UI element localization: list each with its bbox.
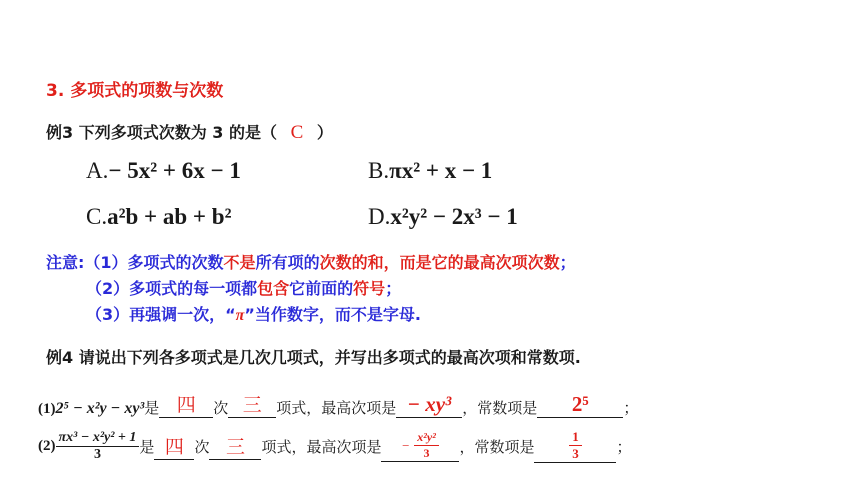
q2-highest-sign: −: [402, 438, 410, 453]
q2-constant-numerator: 1: [569, 429, 582, 446]
note-3-pi: π: [235, 307, 245, 324]
q2-constant-answer: [534, 429, 616, 463]
note-line-1: [46, 250, 576, 273]
q1-ci: 次: [213, 399, 229, 417]
q2-fraction: [56, 430, 140, 463]
note-3-a: （3）再强调一次，: [86, 305, 226, 324]
note-2-a: （2）多项式的每一项都: [86, 279, 258, 298]
q1-constant-answer: 2⁵: [537, 392, 623, 418]
example-4-prompt: 例4 请说出下列各多项式是几次几项式，并写出多项式的最高次项和常数项.: [46, 348, 581, 367]
question-2: [38, 418, 632, 474]
q2-ci: 次: [194, 437, 210, 456]
option-d-label: D.: [368, 204, 391, 229]
note-line-2: [86, 276, 401, 299]
note-3-quote-close: ”: [244, 305, 255, 324]
option-d: [368, 204, 518, 230]
option-b: [368, 158, 492, 184]
note-2-red-b: 符号: [353, 279, 386, 298]
q2-constant-denominator: 3: [572, 446, 579, 461]
option-a-expression: − 5x² + 6x − 1: [108, 158, 241, 183]
q2-number: (2): [38, 437, 56, 454]
note-2-b: 它前面的: [289, 279, 354, 298]
option-c-expression: a²b + ab + b²: [107, 204, 232, 229]
q1-const: ，常数项是: [462, 399, 538, 417]
note-1-red-a: 不是: [223, 253, 256, 272]
note-line-3: [86, 302, 421, 325]
option-d-expression: x²y² − 2x³ − 1: [390, 204, 518, 229]
note-1-mid: 所有项的: [255, 253, 320, 272]
section-title: 3. 多项式的项数与次数: [46, 81, 224, 101]
q1-xiang: 项式，最高次项是: [276, 399, 397, 417]
note-3-quote-open: “: [225, 305, 236, 324]
q1-expression: 2⁵ − x²y − xy³: [55, 400, 145, 417]
q1-end: ；: [623, 399, 639, 417]
note-1-red-b: 次数的和，而是它的最高次项次数: [319, 253, 560, 272]
q1-terms-answer: 三: [228, 390, 276, 418]
q1-degree-answer: 四: [159, 390, 213, 418]
example-3-question: 例3 下列多项式次数为 3 的是（: [46, 123, 277, 142]
note-1-head: 注意:（1）多项式的次数: [46, 253, 224, 272]
option-c-label: C.: [86, 204, 108, 229]
option-a-label: A.: [86, 158, 109, 183]
question-1: [38, 378, 638, 418]
option-c: [86, 204, 231, 230]
q2-degree-answer: 四: [154, 432, 194, 460]
note-1-end: ；: [559, 253, 576, 272]
q2-highest-denominator: 3: [423, 446, 430, 460]
q2-terms-answer: 三: [209, 432, 261, 460]
option-b-expression: πx² + x − 1: [389, 158, 493, 183]
option-a: [86, 158, 241, 184]
q1-number: (1): [38, 401, 56, 417]
q2-denominator: 3: [93, 446, 101, 462]
note-3-b: 当作数字，而不是字母.: [254, 305, 421, 324]
q2-highest-fraction: [414, 430, 439, 461]
q2-is: 是: [139, 437, 155, 456]
note-2-end: ；: [385, 279, 402, 298]
q2-numerator: πx³ − x²y² + 1: [56, 430, 140, 447]
q1-is: 是: [144, 399, 160, 417]
q1-highest-answer: − xy³: [396, 392, 462, 418]
q2-constant-fraction: [569, 429, 582, 462]
q2-highest-numerator: x²y²: [414, 430, 439, 446]
example-3-prompt: [46, 120, 333, 144]
note-2-red-a: 包含: [257, 279, 290, 298]
q2-end: ；: [616, 437, 632, 456]
q2-const: ，常数项是: [459, 437, 535, 456]
example-3-close-paren: ）: [316, 123, 333, 142]
q2-xiang: 项式，最高次项是: [261, 437, 382, 456]
q2-highest-answer: [381, 430, 459, 462]
example-3-answer: C: [290, 122, 304, 143]
option-b-label: B.: [368, 158, 390, 183]
